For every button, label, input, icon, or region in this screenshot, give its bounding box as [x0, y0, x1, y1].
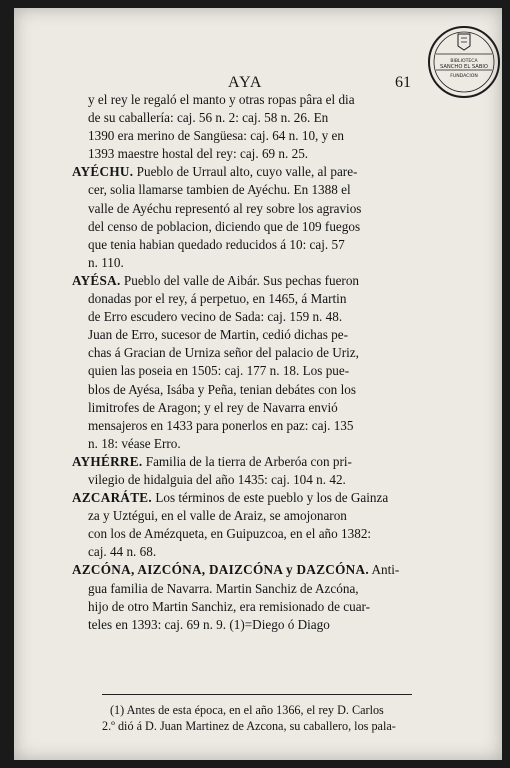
footnote-divider	[102, 694, 412, 695]
text-line: cer, solia llamarse tambien de Ayéchu. En 1388 el	[88, 182, 351, 198]
text-line: n. 18: véase Erro.	[88, 435, 181, 451]
entry-first-line	[72, 163, 456, 181]
text-line: blos de Ayésa, Isába y Peña, tenian debátes con los	[88, 381, 356, 397]
entry-headword: AYÉCHU.	[72, 164, 134, 180]
text-line: 1393 maestre hostal del rey: caj. 69 n. 25.	[88, 146, 309, 162]
dictionary-text	[72, 91, 456, 634]
entry-first-line	[72, 489, 456, 507]
stamp-text-middle: SANCHO EL SABIO	[439, 64, 489, 70]
footnote	[102, 702, 462, 734]
text-line: del censo de poblacion, diciendo que de 109 fuegos	[88, 218, 361, 234]
text-line: Pueblo de Urraul alto, cuyo valle, al pare-	[133, 164, 358, 180]
entry-first-line	[72, 561, 456, 579]
entry-headword: AYÉSA.	[72, 272, 121, 288]
entry-ayechu	[72, 163, 456, 272]
text-line: que tenia habian quedado reducidos á 10: caj. 57	[88, 236, 345, 252]
entry-ayherre	[72, 453, 456, 489]
entry-headword: AYHÉRRE.	[72, 453, 143, 469]
entry-first-line	[72, 453, 456, 471]
entry-azcarate	[72, 489, 456, 561]
stamp-text-top: BIBLIOTECA	[450, 59, 478, 64]
text-line: Juan de Erro, sucesor de Martin, cedió dichas pe-	[88, 327, 348, 343]
text-line: n. 110.	[88, 254, 124, 270]
stamp-text-bottom: FUNDACION	[450, 74, 478, 79]
entry-azcona	[72, 561, 456, 633]
entry-headword: AZCÓNA, AIZCÓNA, DAIZCÓNA y DAZCÓNA.	[72, 562, 369, 578]
text-line: Los términos de este pueblo y los de Gainza	[152, 490, 389, 506]
running-head: AYA	[228, 74, 263, 91]
text-line: chas á Gracian de Urniza señor del palacio de Uriz,	[88, 345, 359, 361]
text-line: de Erro escudero vecino de Sada: caj. 159 n. 48.	[88, 309, 343, 325]
text-line: 1390 era merino de Sangüesa: caj. 64 n. 10, y en	[88, 128, 344, 144]
library-stamp	[426, 24, 502, 100]
footnote-line: 2.º dió á D. Juan Martinez de Azcona, su caballero, los pala-	[102, 719, 396, 733]
entry-headword: AZCARÁTE.	[72, 490, 153, 506]
entry-continuation	[76, 91, 456, 163]
footnote-line: (1) Antes de esta época, en el año 1366, el rey D. Carlos	[110, 703, 384, 717]
text-line: quien las poseia en 1505: caj. 177 n. 18. Los pue-	[88, 363, 350, 379]
text-line: Familia de la tierra de Arberóa con pri-	[142, 453, 352, 469]
text-line: teles en 1393: caj. 69 n. 9. (1)=Diego ó Diago	[88, 616, 330, 632]
page-number: 61	[395, 74, 411, 91]
text-line: valle de Ayéchu representó al rey sobre los agravios	[88, 200, 362, 216]
text-line: limitrofes de Aragon; y el rey de Navarra envió	[88, 399, 338, 415]
text-line: y el rey le regaló el manto y otras ropas pâra el dia	[88, 92, 355, 107]
text-line: vilegio de hidalguia del año 1435: caj. 104 n. 42.	[88, 471, 346, 487]
text-line: caj. 44 n. 68.	[88, 544, 157, 560]
text-line: hijo de otro Martin Sanchiz, era remisionado de cuar-	[88, 598, 371, 614]
text-line: con los de Amézqueta, en Guipuzcoa, en el año 1382:	[88, 526, 372, 542]
text-line: mensajeros en 1433 para ponerlos en paz: caj. 135	[88, 417, 354, 433]
entry-ayesa	[72, 272, 456, 453]
text-line: za y Uztégui, en el valle de Araiz, se amojonaron	[88, 508, 347, 524]
text-line: gua familia de Navarra. Martin Sanchiz de Azcóna,	[88, 580, 359, 596]
text-line: de su caballería: caj. 56 n. 2: caj. 58 n. 26. En	[88, 110, 329, 126]
text-line: Pueblo del valle de Aibár. Sus pechas fueron	[120, 272, 360, 288]
entry-first-line	[72, 272, 456, 290]
book-page	[14, 8, 502, 760]
text-line: Anti-	[368, 562, 400, 578]
text-line: donadas por el rey, á perpetuo, en 1465, á Martin	[88, 291, 347, 307]
stamp-emblem-icon	[458, 34, 470, 50]
